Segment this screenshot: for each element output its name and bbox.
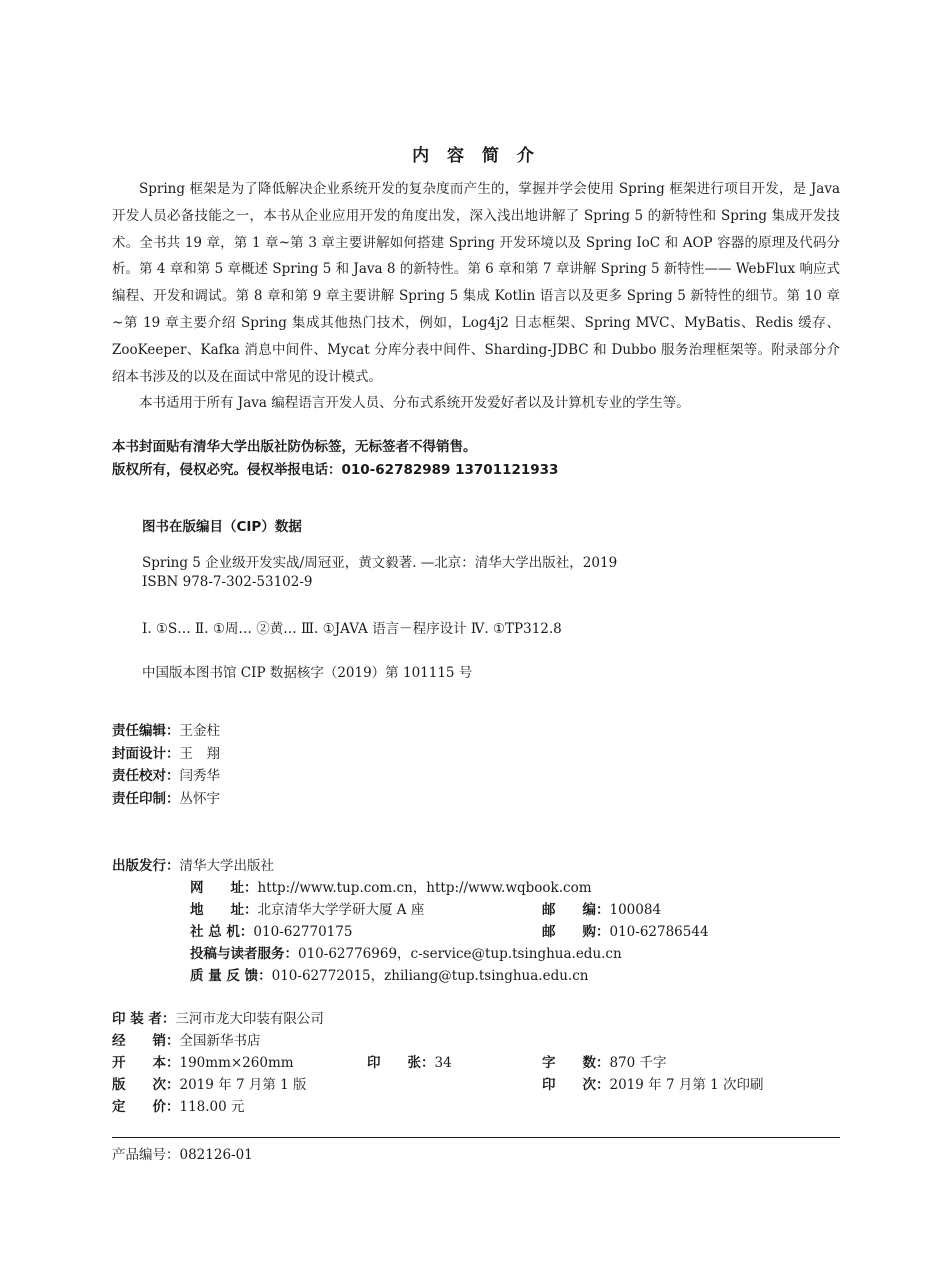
mail-order-value: 010-62786544	[609, 924, 709, 940]
book-summary	[112, 176, 840, 417]
price-row	[112, 1096, 245, 1119]
printer-value: 三河市龙大印装有限公司	[175, 1011, 324, 1027]
reader-service-label: 投稿与读者服务：	[190, 946, 298, 962]
credit-label: 封面设计：	[112, 745, 180, 762]
publisher-label: 出版发行：	[112, 858, 180, 874]
distributor-row	[112, 1030, 261, 1053]
copyright-notice	[112, 436, 840, 482]
cip-heading: 图书在版编目（CIP）数据	[142, 519, 302, 535]
format-label: 开 本：	[112, 1055, 180, 1071]
anti-counterfeit-notice: 本书封面贴有清华大学出版社防伪标签，无标签者不得销售。	[112, 439, 477, 455]
quality-feedback-row	[190, 965, 588, 988]
reader-service-value: 010-62776969，c-service@tup.tsinghua.edu.cn	[298, 946, 622, 962]
reader-service-row	[190, 943, 622, 966]
printer-label: 印 装 者：	[112, 1011, 176, 1027]
credit-row	[112, 788, 220, 811]
address-value: 北京清华大学学研大厦 A 座	[257, 902, 425, 918]
summary-paragraph: Spring 框架是为了降低解决企业系统开发的复杂度而产生的，掌握并学会使用 Spring 框架进行项目开发，是 Java 开发人员必备技能之一，本书从企业应用开发的角度出发，深入浅出地讲解了 Spring 5 的新特性和 Spring 集成开发技术。全书共 19 章，第 1 章~第 3 章主要讲解如何搭建 Spring 开发环境以及 Spring IoC 和 AOP 容器的原理及代码分析。第 4 章和第 5 章概述 Spring 5 和 Java 8 的新特性。第 6 章和第 7 章讲解 Spring 5 新特性—— WebFlux 响应式编程、开发和调试。第 8 章和第 9 章主要讲解 Spring 5 集成 Kotlin 语言以及更多 Spring 5 新特性的细节。第 10 章~第 19 章主要介绍 Spring 集成其他热门技术，例如，Log4j2 日志框架、Spring MVC、MyBatis、Redis 缓存、ZooKeeper、Kafka 消息中间件、Mycat 分库分表中间件、Sharding-JDBC 和 Dubbo 服务治理框架等。附录部分介绍本书涉及的以及在面试中常见的设计模式。	[112, 181, 840, 385]
website-row	[190, 877, 592, 900]
credit-value: 王 翔	[179, 745, 220, 762]
cip-isbn: ISBN 978-7-302-53102-9	[142, 574, 313, 590]
publisher-name: 清华大学出版社	[179, 858, 274, 874]
publisher-row	[112, 855, 274, 878]
printer-row	[112, 1008, 324, 1031]
cip-record-number: 中国版本图书馆 CIP 数据核字（2019）第 101115 号	[142, 665, 473, 681]
cip-title-line: Spring 5 企业级开发实战/周冠亚，黄文毅著. —北京：清华大学出版社，2019	[142, 555, 618, 571]
website-value: http://www.tup.com.cn，http://www.wqbook.com	[257, 880, 592, 896]
editorial-credits	[112, 720, 220, 810]
address-row	[190, 899, 424, 922]
word-count-value: 870 千字	[609, 1055, 667, 1071]
mail-order-row	[542, 921, 709, 944]
address-label: 地 址：	[190, 902, 258, 918]
rights-notice: 版权所有，侵权必究。侵权举报电话：010-62782989 13701121933	[112, 462, 559, 478]
credit-value: 丛怀宇	[179, 790, 220, 807]
price-label: 定 价：	[112, 1099, 180, 1115]
credit-row	[112, 720, 220, 743]
distributor-value: 全国新华书店	[179, 1033, 261, 1049]
product-code: 产品编号：082126-01	[112, 1147, 253, 1163]
credit-label: 责任编辑：	[112, 723, 180, 739]
divider	[112, 1137, 840, 1138]
price-value: 118.00 元	[179, 1099, 245, 1115]
credit-value: 闫秀华	[179, 768, 220, 784]
format-value: 190mm×260mm	[179, 1055, 294, 1071]
credit-row	[112, 765, 220, 788]
sheets-label: 印 张：	[367, 1055, 435, 1071]
zip-row	[542, 899, 661, 922]
format-row	[112, 1052, 294, 1075]
website-label: 网 址：	[190, 880, 258, 896]
credit-label: 责任印制：	[112, 790, 180, 807]
page-title: 内 容 简 介	[412, 146, 540, 166]
zip-value: 100084	[609, 902, 662, 918]
edition-value: 2019 年 7 月第 1 版	[179, 1077, 307, 1093]
switchboard-value: 010-62770175	[253, 924, 353, 940]
sheets-value: 34	[434, 1055, 452, 1071]
summary-audience: 本书适用于所有 Java 编程语言开发人员、分布式系统开发爱好者以及计算机专业的学生等。	[139, 395, 690, 412]
distributor-label: 经 销：	[112, 1033, 180, 1049]
quality-feedback-label: 质 量 反 馈：	[190, 968, 272, 984]
switchboard-row	[190, 921, 352, 944]
sheets-row	[367, 1052, 452, 1075]
word-count-label: 字 数：	[542, 1055, 610, 1071]
cip-classification: Ⅰ. ①S… Ⅱ. ①周… ②黄… Ⅲ. ①JAVA 语言－程序设计 Ⅳ. ①TP312.8	[142, 621, 562, 637]
word-count-row	[542, 1052, 667, 1075]
switchboard-label: 社 总 机：	[190, 924, 254, 940]
edition-row	[112, 1074, 307, 1097]
printing-label: 印 次：	[542, 1077, 610, 1093]
credit-row	[112, 743, 220, 766]
zip-label: 邮 编：	[542, 902, 610, 918]
credit-value: 王金柱	[179, 723, 220, 739]
quality-feedback-value: 010-62772015，zhiliang@tup.tsinghua.edu.cn	[271, 968, 589, 984]
credit-label: 责任校对：	[112, 768, 180, 784]
edition-label: 版 次：	[112, 1077, 180, 1093]
mail-order-label: 邮 购：	[542, 924, 610, 940]
printing-value: 2019 年 7 月第 1 次印刷	[609, 1077, 764, 1093]
printing-row	[542, 1074, 764, 1097]
